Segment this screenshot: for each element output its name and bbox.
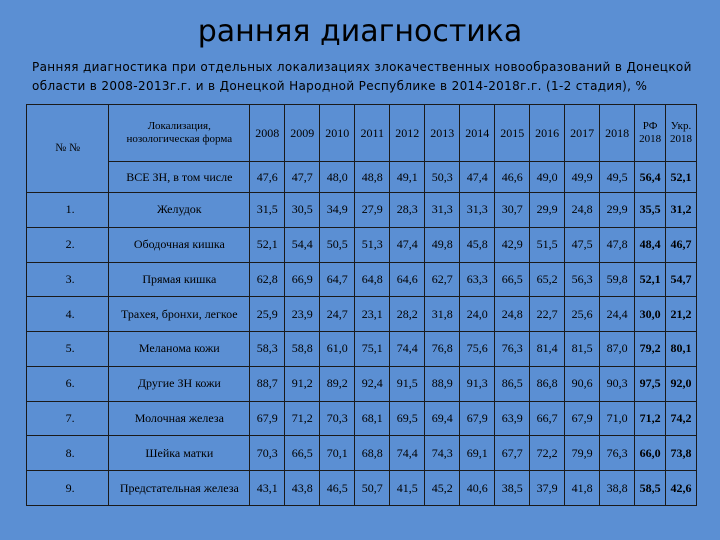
- row-number: 2.: [27, 227, 109, 262]
- total-row: [27, 162, 697, 193]
- rf-2018-header: РФ 2018: [635, 105, 666, 162]
- total-row-label: ВСЕ ЗН, в том числе: [109, 162, 250, 193]
- table-cell: 66,7: [530, 401, 565, 436]
- rf-cell: 58,5: [635, 471, 666, 506]
- table-cell: 41,8: [565, 471, 600, 506]
- table-cell: 52,1: [250, 227, 285, 262]
- table-cell: 75,1: [355, 332, 390, 367]
- table-cell: 25,9: [250, 297, 285, 332]
- table-cell: 43,8: [285, 471, 320, 506]
- table-body: [27, 105, 697, 506]
- row-number: 9.: [27, 471, 109, 506]
- row-number: 6.: [27, 366, 109, 401]
- table-cell: 41,5: [390, 471, 425, 506]
- table-cell: 47,8: [600, 227, 635, 262]
- table-row: [27, 262, 697, 297]
- row-label: Предстательная железа: [109, 471, 250, 506]
- rf-cell: 79,2: [635, 332, 666, 367]
- table-cell: 69,5: [390, 401, 425, 436]
- diagnostics-table: [26, 104, 697, 506]
- table-cell: 49,0: [530, 162, 565, 193]
- table-cell: 47,4: [460, 162, 495, 193]
- table-cell: 34,9: [320, 192, 355, 227]
- table-cell: 68,1: [355, 401, 390, 436]
- table-cell: 81,5: [565, 332, 600, 367]
- ukr-cell: 52,1: [666, 162, 697, 193]
- table-cell: 67,9: [565, 401, 600, 436]
- table-cell: 45,2: [425, 471, 460, 506]
- table-cell: 89,2: [320, 366, 355, 401]
- table-cell: 70,3: [250, 436, 285, 471]
- rf-cell: 35,5: [635, 192, 666, 227]
- table-caption: Ранняя диагностика при отдельных локализациях злокачественных новообразований в Донецкой области в 2008-2013г.г. и в Донецкой Народной Республике в 2014-2018г.г. (1-2 стадия), %: [32, 60, 692, 93]
- row-number: 3.: [27, 262, 109, 297]
- table-cell: 92,4: [355, 366, 390, 401]
- table-cell: 27,9: [355, 192, 390, 227]
- table-cell: 88,7: [250, 366, 285, 401]
- row-number: 5.: [27, 332, 109, 367]
- table-cell: 71,2: [285, 401, 320, 436]
- table-cell: 23,1: [355, 297, 390, 332]
- table-cell: 42,9: [495, 227, 530, 262]
- ukr-cell: 74,2: [666, 401, 697, 436]
- table-cell: 56,3: [565, 262, 600, 297]
- table-cell: 65,2: [530, 262, 565, 297]
- ukr-cell: 54,7: [666, 262, 697, 297]
- table-cell: 74,4: [390, 436, 425, 471]
- rf-cell: 71,2: [635, 401, 666, 436]
- rf-cell: 97,5: [635, 366, 666, 401]
- table-row: [27, 366, 697, 401]
- table-row: [27, 192, 697, 227]
- number-column-header: № №: [27, 105, 109, 193]
- table-cell: 31,8: [425, 297, 460, 332]
- row-number: 4.: [27, 297, 109, 332]
- table-cell: 50,7: [355, 471, 390, 506]
- table-cell: 68,8: [355, 436, 390, 471]
- year-header: 2013: [425, 105, 460, 162]
- table-cell: 58,8: [285, 332, 320, 367]
- ukr-cell: 92,0: [666, 366, 697, 401]
- table-cell: 24,4: [600, 297, 635, 332]
- table-cell: 76,8: [425, 332, 460, 367]
- table-cell: 48,8: [355, 162, 390, 193]
- year-header: 2015: [495, 105, 530, 162]
- table-cell: 46,5: [320, 471, 355, 506]
- table-cell: 49,1: [390, 162, 425, 193]
- table-cell: 63,9: [495, 401, 530, 436]
- table-cell: 49,8: [425, 227, 460, 262]
- table-cell: 66,5: [285, 436, 320, 471]
- table-cell: 91,5: [390, 366, 425, 401]
- table-cell: 69,1: [460, 436, 495, 471]
- table-cell: 28,2: [390, 297, 425, 332]
- ukr-cell: 31,2: [666, 192, 697, 227]
- header-row: [27, 105, 697, 162]
- row-label: Меланома кожи: [109, 332, 250, 367]
- table-cell: 47,6: [250, 162, 285, 193]
- table-cell: 87,0: [600, 332, 635, 367]
- table-cell: 67,7: [495, 436, 530, 471]
- table-cell: 63,3: [460, 262, 495, 297]
- year-header: 2008: [250, 105, 285, 162]
- table-cell: 66,5: [495, 262, 530, 297]
- table-cell: 71,0: [600, 401, 635, 436]
- table-cell: 43,1: [250, 471, 285, 506]
- table-cell: 67,9: [250, 401, 285, 436]
- table-cell: 37,9: [530, 471, 565, 506]
- table-cell: 66,9: [285, 262, 320, 297]
- table-cell: 72,2: [530, 436, 565, 471]
- table-cell: 46,6: [495, 162, 530, 193]
- table-cell: 76,3: [495, 332, 530, 367]
- table-cell: 61,0: [320, 332, 355, 367]
- table-cell: 76,3: [600, 436, 635, 471]
- table-cell: 51,3: [355, 227, 390, 262]
- table-cell: 90,3: [600, 366, 635, 401]
- ukr-cell: 42,6: [666, 471, 697, 506]
- year-header: 2014: [460, 105, 495, 162]
- rf-cell: 52,1: [635, 262, 666, 297]
- table-cell: 24,7: [320, 297, 355, 332]
- table-cell: 29,9: [600, 192, 635, 227]
- table-cell: 81,4: [530, 332, 565, 367]
- row-number: 7.: [27, 401, 109, 436]
- table-cell: 91,3: [460, 366, 495, 401]
- table-cell: 54,4: [285, 227, 320, 262]
- table-cell: 25,6: [565, 297, 600, 332]
- row-label: Прямая кишка: [109, 262, 250, 297]
- row-label: Трахея, бронхи, легкое: [109, 297, 250, 332]
- ukr-cell: 73,8: [666, 436, 697, 471]
- table-cell: 47,5: [565, 227, 600, 262]
- table-cell: 75,6: [460, 332, 495, 367]
- rf-cell: 66,0: [635, 436, 666, 471]
- table-cell: 31,5: [250, 192, 285, 227]
- table-cell: 70,1: [320, 436, 355, 471]
- table-cell: 38,8: [600, 471, 635, 506]
- table-cell: 28,3: [390, 192, 425, 227]
- table-row: [27, 471, 697, 506]
- table-cell: 30,5: [285, 192, 320, 227]
- page-title: ранняя диагностика: [197, 14, 523, 49]
- table-cell: 30,7: [495, 192, 530, 227]
- year-header: 2012: [390, 105, 425, 162]
- ukr-cell: 80,1: [666, 332, 697, 367]
- table-cell: 47,4: [390, 227, 425, 262]
- table-cell: 50,5: [320, 227, 355, 262]
- table-cell: 79,9: [565, 436, 600, 471]
- table-row: [27, 297, 697, 332]
- table-cell: 24,8: [565, 192, 600, 227]
- table-cell: 91,2: [285, 366, 320, 401]
- table-cell: 67,9: [460, 401, 495, 436]
- table-cell: 58,3: [250, 332, 285, 367]
- row-number: 8.: [27, 436, 109, 471]
- table-cell: 64,8: [355, 262, 390, 297]
- table-cell: 24,8: [495, 297, 530, 332]
- table-row: [27, 332, 697, 367]
- row-label: Молочная железа: [109, 401, 250, 436]
- table-cell: 48,0: [320, 162, 355, 193]
- table-cell: 62,7: [425, 262, 460, 297]
- ukr-2018-header: Укр. 2018: [666, 105, 697, 162]
- table-cell: 86,8: [530, 366, 565, 401]
- table-cell: 64,7: [320, 262, 355, 297]
- table-cell: 69,4: [425, 401, 460, 436]
- table-cell: 24,0: [460, 297, 495, 332]
- table-cell: 86,5: [495, 366, 530, 401]
- table-cell: 47,7: [285, 162, 320, 193]
- table-cell: 49,5: [600, 162, 635, 193]
- row-label: Шейка матки: [109, 436, 250, 471]
- rf-cell: 56,4: [635, 162, 666, 193]
- table-cell: 31,3: [460, 192, 495, 227]
- table-cell: 40,6: [460, 471, 495, 506]
- table-cell: 23,9: [285, 297, 320, 332]
- table-cell: 64,6: [390, 262, 425, 297]
- year-header: 2011: [355, 105, 390, 162]
- table-cell: 90,6: [565, 366, 600, 401]
- row-number: 1.: [27, 192, 109, 227]
- table-row: [27, 436, 697, 471]
- year-header: 2016: [530, 105, 565, 162]
- table-cell: 50,3: [425, 162, 460, 193]
- localization-column-header: Локализация, нозологическая форма: [109, 105, 250, 162]
- table-cell: 88,9: [425, 366, 460, 401]
- table-cell: 74,4: [390, 332, 425, 367]
- row-label: Другие ЗН кожи: [109, 366, 250, 401]
- year-header: 2017: [565, 105, 600, 162]
- table-cell: 70,3: [320, 401, 355, 436]
- table-cell: 62,8: [250, 262, 285, 297]
- table-row: [27, 227, 697, 262]
- table-cell: 22,7: [530, 297, 565, 332]
- rf-cell: 30,0: [635, 297, 666, 332]
- row-label: Желудок: [109, 192, 250, 227]
- rf-cell: 48,4: [635, 227, 666, 262]
- year-header: 2018: [600, 105, 635, 162]
- table-cell: 29,9: [530, 192, 565, 227]
- table-cell: 51,5: [530, 227, 565, 262]
- table-cell: 31,3: [425, 192, 460, 227]
- table-cell: 59,8: [600, 262, 635, 297]
- row-label: Ободочная кишка: [109, 227, 250, 262]
- table-cell: 38,5: [495, 471, 530, 506]
- ukr-cell: 46,7: [666, 227, 697, 262]
- table-cell: 49,9: [565, 162, 600, 193]
- year-header: 2009: [285, 105, 320, 162]
- year-header: 2010: [320, 105, 355, 162]
- table-cell: 45,8: [460, 227, 495, 262]
- table-row: [27, 401, 697, 436]
- table-cell: 74,3: [425, 436, 460, 471]
- ukr-cell: 21,2: [666, 297, 697, 332]
